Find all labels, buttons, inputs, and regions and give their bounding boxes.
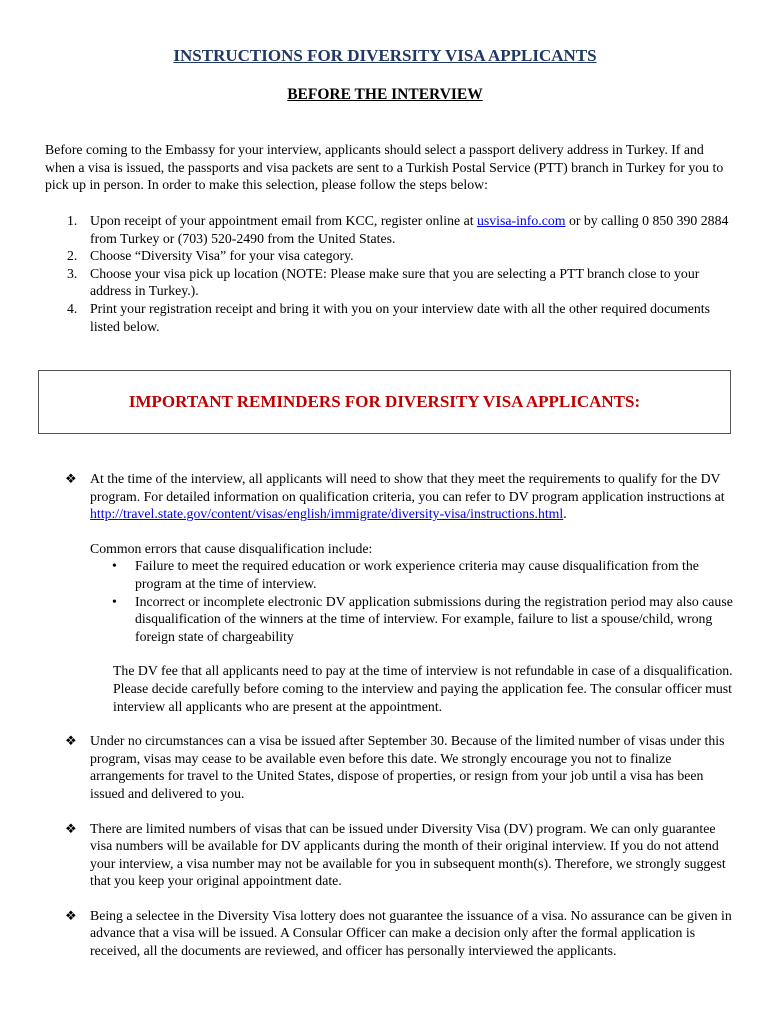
reminder-item: [45, 732, 735, 802]
step-number: 2.: [67, 248, 78, 264]
error-text: Failure to meet the required education or work experience criteria may cause disqualification from the program at the time of interview.: [135, 558, 699, 591]
reminders-title: IMPORTANT REMINDERS FOR DIVERSITY VISA APPLICANTS:: [128, 392, 641, 412]
diamond-bullet-icon: ❖: [65, 907, 77, 923]
usvisa-info-link[interactable]: usvisa-info.com: [476, 213, 566, 228]
reminder-item: [45, 820, 735, 890]
steps-list: [45, 212, 735, 335]
error-text: Incorrect or incomplete electronic DV application submissions during the registration period may also cause disqualification of the winners at the time of interview. For example, failure to list a spouse/child, wrong foreign state of chargeability: [135, 593, 733, 644]
reminder-text: Under no circumstances can a visa be issued after September 30. Because of the limited number of visas under this program, visas may cease to be available even before this date. We strongly encourage you not to finalize arrangements for travel to the United States, dispose of properties, or resign from your job until a visa has been issued and delivered to you.: [90, 733, 725, 801]
step-text: Choose “Diversity Visa” for your visa category.: [90, 248, 354, 264]
errors-heading: Common errors that cause disqualification include:: [90, 540, 373, 556]
fee-note: The DV fee that all applicants need to pay at the time of interview is not refundable in case of a disqualification. Please decide carefully before coming to the interview and paying the application fee. The consular officer must interview all applicants who are present at the appointment.: [113, 663, 733, 714]
reminders-box: [38, 370, 731, 434]
errors-list: [90, 557, 735, 645]
step-number: 4.: [67, 300, 78, 316]
bullet-dot-icon: •: [112, 558, 117, 574]
intro-paragraph: Before coming to the Embassy for your interview, applicants should select a passport delivery address in Turkey. If and when a visa is issued, the passports and visa packets are sent to a Turkish Postal Service (PTT) branch in Turkey for you to pick up in person. In order to make this selection, please follow the steps below:: [45, 142, 724, 193]
reminder-text-after-link: .: [563, 506, 567, 522]
reminder-text: There are limited numbers of visas that can be issued under Diversity Visa (DV) program. We can only guarantee visa numbers will be available for DV applicants during the month of their original interview. If you do not attend your interview, a visa number may not be available for you in subsequent month(s). Therefore, we strongly suggest that you keep your original appointment date.: [90, 820, 726, 889]
reminder-text: [90, 470, 735, 523]
dv-instructions-link[interactable]: http://travel.state.gov/content/visas/english/immigrate/diversity-visa/instructions.html: [90, 506, 564, 522]
diamond-bullet-icon: ❖: [65, 733, 77, 749]
error-item: [90, 557, 735, 592]
diamond-bullet-icon: ❖: [65, 471, 77, 486]
step-text-before-link: Upon receipt of your appointment email from KCC, register online at: [90, 213, 477, 228]
step-item: [45, 300, 735, 335]
step-text-after-link: or by calling 0 850 390 2884 from Turkey or (703) 520-2490 from the United States.: [90, 213, 729, 246]
page-title: INSTRUCTIONS FOR DIVERSITY VISA APPLICANTS: [173, 46, 597, 65]
bullet-dot-icon: •: [112, 593, 117, 609]
reminders-list: [45, 470, 735, 977]
section-heading-before-interview: BEFORE THE INTERVIEW: [287, 86, 483, 103]
reminder-text: Being a selectee in the Diversity Visa lottery does not guarantee the issuance of a visa. No assurance can be given in advance that a visa will be issued. A Consular Officer can make a decision only after the formal application is received, all the documents are reviewed, and officer has personally interviewed the applicants.: [90, 907, 732, 959]
step-text: Print your registration receipt and bring it with you on your interview date with all the other required documents listed below.: [90, 300, 710, 334]
step-item: [45, 247, 735, 265]
step-number: 3.: [67, 265, 78, 281]
step-item: [45, 265, 735, 300]
step-text: Choose your visa pick up location (NOTE: Please make sure that you are selecting a PTT branch close to your address in Turkey.).: [90, 265, 700, 299]
diamond-bullet-icon: ❖: [65, 820, 77, 836]
reminder-item: [45, 470, 735, 715]
step-item: [45, 212, 735, 247]
step-number: 1.: [67, 213, 78, 228]
reminder-text-before-link: At the time of the interview, all applicants will need to show that they meet the requirements to qualify for the DV program. For detailed information on qualification criteria, you can refer to DV program application instructions at: [90, 471, 725, 504]
reminder-item: [45, 907, 735, 960]
error-item: [90, 593, 735, 646]
